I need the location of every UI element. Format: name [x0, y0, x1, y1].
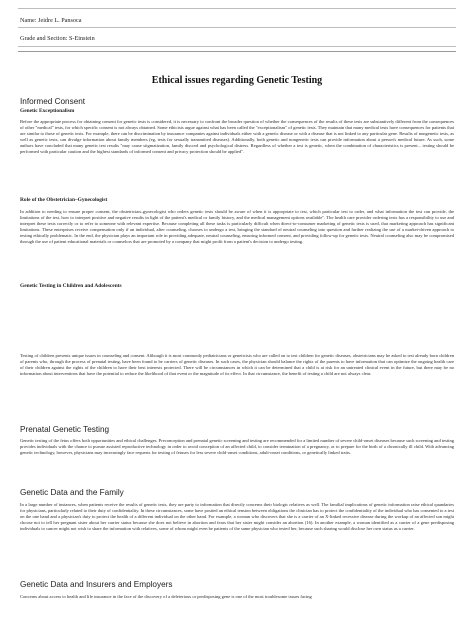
- header-double-rule: [18, 51, 456, 52]
- paragraph-prenatal-testing: Genetic testing of the fetus offers both opportunities and ethical challenges. Preconception and prenatal genetic screening and testing are recommended for a limited number of severe child-onset diseases because such screening and testing provides individuals with the chance to pursue assisted reproductive technology in order to avoid conception of an affected child, to consider termination of a pregnancy, or to prepare for the birth of a chronically ill child. With advancing genetic technology, however, physicians may increasingly face requests for testing of fetuses for less severe child-onset conditions, adult-onset conditions, or genetically linked traits.: [20, 438, 454, 456]
- heading-prenatal-testing: Prenatal Genetic Testing: [20, 425, 110, 434]
- grade-section: Grade and Section: S-Einstein: [20, 35, 95, 42]
- heading-genetic-data-family: Genetic Data and the Family: [20, 488, 124, 497]
- header-mid-rule: [18, 27, 456, 28]
- subheading-children-adolescents: Genetic Testing in Children and Adolescents: [20, 283, 122, 289]
- heading-insurers-employers: Genetic Data and Insurers and Employers: [20, 580, 173, 589]
- subheading-role-ob-gyn: Role of the Obstetrician–Gynecologist: [20, 197, 108, 203]
- paragraph-insurers-employers: Concerns about access to health and life insurance in the face of the discovery of a deleterious or predisposing gene is one of the most troublesome issues facing: [20, 594, 312, 599]
- paragraph-exceptionalism: Before the appropriate process for obtaining consent for genetic tests is considered, it is necessary to confront the broader question of whether the consequences of the results of these tests are substantively different from the consequences of other "medical" tests, for which specific consent is not always obtained. Some ethicists argue against what has been called the "exceptionalism" of genetic tests. They maintain that many medical tests have consequences for patients that are similar to those of genetic tests. For example, there can be discrimination by insurance companies against individuals either with a genetic disease or with a disease that is not linked to any particular gene. Results of nongenetic tests, as well as genetic tests, can divulge information about family members (eg, tests for sexually transmitted diseases). Additionally, both genetic and nongenetic tests can provide information about a person's medical future. As such, some authors have concluded that many genetic test results "may cause stigmatization, family discord and psychological distress. Regardless of whether a test is genetic, when the combination of characteristics is present... testing should be performed with particular caution and the highest standards of informed consent and privacy protection should be applied".: [20, 119, 454, 155]
- header-top-rule: [18, 8, 456, 9]
- heading-informed-consent: Informed Consent: [20, 97, 86, 106]
- student-name: Name: Jeidre L. Pansoca: [20, 17, 82, 24]
- paragraph-genetic-data-family: In a large number of instances, when patients receive the results of genetic tests, they are party to information that directly concerns their biologic relatives as well. The familial implications of genetic information raise ethical quandaries for physicians, particularly related to their duty of confidentiality. In these circumstances, some have posited an ethical tension between obligations the clinician has to protect the confidentiality of the individual who has consented to a test on the one hand and a physician's duty to protect the health of a different individual on the other hand. For example, a woman who discovers that she is a carrier of an X-linked recessive disease during the workup of an affected son might choose not to tell her pregnant sister about her carrier status because she does not believe in abortion and fears that her sister might consider an abortion (16). In another example, a woman identified as a carrier of a gene predisposing individuals to cancer might not wish to share the information with relatives, some of whom might even be patients of the same physician who tested her, because such sharing would disclose her own status as a carrier.: [20, 502, 454, 532]
- header-bottom-rule: [18, 46, 456, 47]
- document-title: Ethical issues regarding Genetic Testing: [151, 75, 323, 86]
- paragraph-role-ob-gyn: In addition to needing to ensure proper consent, the obstetrician–gynecologist who orders genetic tests should be aware of when it is appropriate to test, which particular test to order, and what information the test can provide, the limitations of the test, how to interpret positive and negative results in light of the patient's medical or family history, and the medical management options available". The health care provider ordering tests has a responsibility to use and interpret these tests correctly or to refer to someone with relevant expertise. Because completing all these tasks is particularly difficult when direct-to-consumer marketing of genetic tests is used, that marketing approach has significant limitations. These enterprises receive compensation only if an individual, after counseling, chooses to undergo a test, bringing the standard of neutral counseling into question and further realizing the use of a market-driven approach to testing ethically problematic. In the end, the physician plays an important role in providing adequate, neutral counseling, ensuring informed consent, and providing follow-up for genetic tests. Neutral counseling also may be compromised through the use of patient educational materials or counselors that are promoted by a company that might profit from a patient's decision to undergo testing.: [20, 209, 454, 245]
- subheading-genetic-exceptionalism: Genetic Exceptionalism: [20, 108, 75, 114]
- paragraph-children-testing: Testing of children presents unique issues in counseling and consent. Although it is most commonly pediatricians or geneticists who are called on to test children for genetic diseases, obstetricians may be asked to test already born children of parents who, through the process of prenatal testing, have been found to be carriers of genetic diseases. In such cases, the physician should balance the rights of the parents to have information that can optimize the ongoing health care of their children against the rights of the children to have their best interests protected. There will be circumstances in which it can be determined that a child is at risk for an untreated clinical event in the future, but there may be no information about interventions that have the potential to reduce the likelihood of that event or the magnitude of its effect. In that circumstance, the benefit of testing a child are not always clear.: [20, 353, 454, 377]
